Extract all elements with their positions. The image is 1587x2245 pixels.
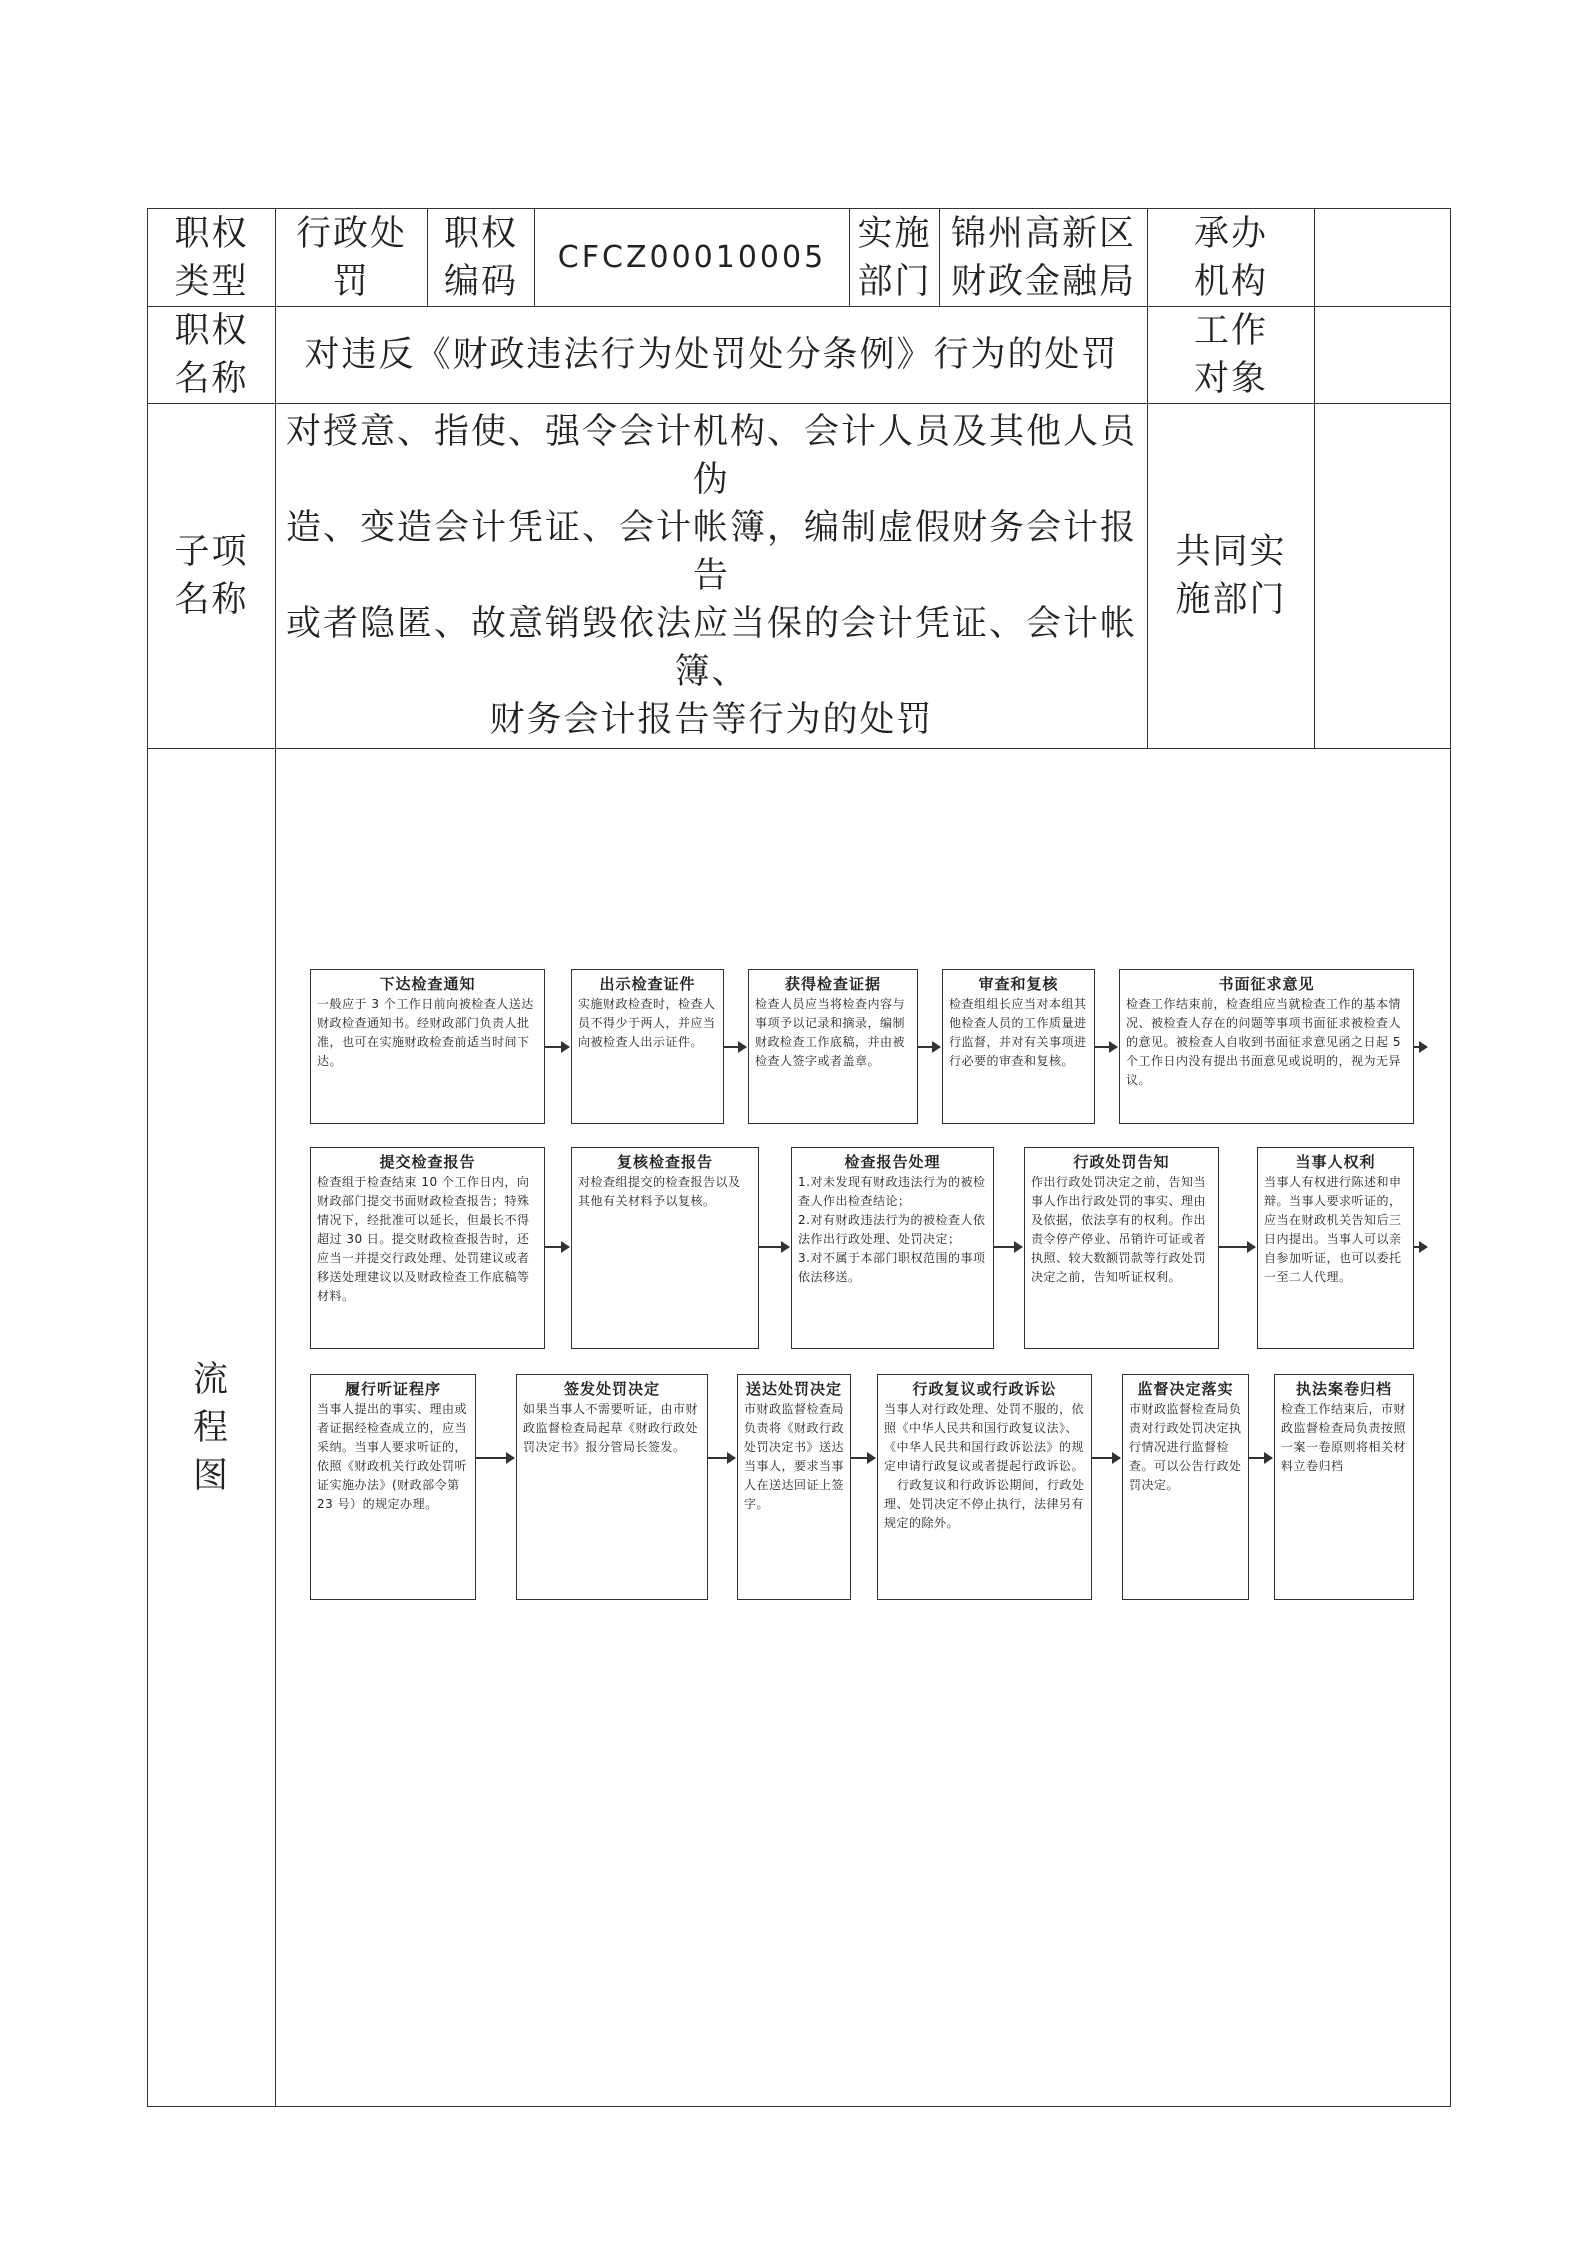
step-body: 市财政监督检查局负责将《财政行政处罚决定书》送达当事人，要求当事人在送达回证上签字。 [744,1402,845,1511]
step-body: 当事人提出的事实、理由或者证据经检查成立的，应当采纳。当事人要求听证的，依照《财政机关行政处罚听证实施办法》(财政部令第 23 号）的规定办理。 [317,1402,468,1511]
name-label: 职权 名称 [148,307,276,404]
flow-label: 流 程 图 [148,749,276,2107]
step-body: 当事人有权进行陈述和申辩。当事人要求听证的，应当在财政机关告知后三日内提出。当事人可以亲自参加听证，也可以委托一至二人代理。 [1264,1175,1402,1284]
name-value: 对违反《财政违法行为处罚处分条例》行为的处罚 [276,307,1148,404]
step-title: 行政复议或行政诉讼 [912,1380,1057,1398]
step-body: 一般应于 3 个工作日前向被检查人送达财政检查通知书。经财政部门负责人批准，也可在实施财政检查前适当时间下达。 [317,997,534,1068]
step-title: 当事人权利 [1295,1153,1376,1171]
step-body: 检查人员应当将检查内容与事项予以记录和摘录，编制财政检查工作底稿，并由被检查人签字或者盖章。 [755,997,906,1068]
step-body: 检查工作结束后，市财政监督检查局负责按照一案一卷原则将相关材料立卷归档 [1281,1402,1407,1473]
joint-value [1315,404,1451,749]
step-body: 1.对未发现有财政违法行为的被检查人作出检查结论； 2.对有财政违法行为的被检查人依法作出行政处理、处罚决定； 3.对不属于本部门职权范围的事项依法移送。 [798,1175,986,1284]
code-value: CFCZ00010005 [535,209,850,307]
step-body: 实施财政检查时，检查人员不得少于两人，并应当向被检查人出示证件。 [578,997,716,1049]
step-body: 检查组组长应当对本组其他检查人员的工作质量进行监督，并对有关事项进行必要的审查和复核。 [949,997,1087,1068]
step-title: 书面征求意见 [1218,975,1315,993]
step-body: 作出行政处罚决定之前，告知当事人作出行政处罚的事实、理由及依据，依法享有的权利。作出责令停产停业、吊销许可证或者执照、较大数额罚款等行政处罚决定之前，告知听证权利。 [1031,1175,1207,1284]
step-title: 履行听证程序 [344,1380,441,1398]
step-title: 检查报告处理 [844,1153,941,1171]
sub-label: 子项 名称 [148,404,276,749]
org-value [1315,209,1451,307]
joint-label: 共同实 施部门 [1148,404,1315,749]
org-label: 承办 机构 [1148,209,1315,307]
flowchart-cell [276,749,1451,2107]
step-title: 签发处罚决定 [563,1380,660,1398]
step-body: 检查工作结束前，检查组应当就检查工作的基本情况、被检查人存在的问题等事项书面征求被检查人的意见。被检查人自收到书面征求意见函之日起 5 个工作日内没有提出书面意见或说明的，视为无异议。 [1126,997,1406,1087]
step-title: 送达处罚决定 [745,1380,842,1398]
step-body: 当事人对行政处理、处罚不服的，依照《中华人民共和国行政复议法》、《中华人民共和国行政诉讼法》的规定申请行政复议或者提起行政诉讼。 行政复议和行政诉讼期间，行政处理、处罚决定不停止执行，法律另有规定的除外。 [884,1402,1085,1530]
step-body: 对检查组提交的检查报告以及其他有关材料予以复核。 [578,1175,741,1208]
step-body: 市财政监督检查局负责对行政处罚决定执行情况进行监督检查。可以公告行政处罚决定。 [1129,1402,1242,1492]
step-body: 如果当事人不需要听证，由市财政监督检查局起草《财政行政处罚决定书》报分管局长签发。 [523,1402,699,1454]
dept-value: 锦州高新区 财政金融局 [940,209,1148,307]
form-row-type [148,209,1451,307]
sub-value: 对授意、指使、强令会计机构、会计人员及其他人员伪 造、变造会计凭证、会计帐簿，编制虚假财务会计报告 或者隐匿、故意销毁依法应当保的会计凭证、会计帐簿、 财务会计报告等行为的处罚 [276,404,1148,749]
step-title: 执法案卷归档 [1295,1380,1392,1398]
form-row-flow [148,749,1451,2107]
type-value: 行政处 罚 [276,209,428,307]
step-title: 行政处罚告知 [1073,1153,1170,1171]
code-label: 职权 编码 [428,209,535,307]
form-row-sub [148,404,1451,749]
step-title: 监督决定落实 [1137,1380,1234,1398]
step-title: 审查和复核 [978,975,1059,993]
step-title: 复核检查报告 [616,1153,713,1171]
step-title: 获得检查证据 [784,975,881,993]
step-title: 提交检查报告 [379,1153,476,1171]
step-body: 检查组于检查结束 10 个工作日内，向财政部门提交书面财政检查报告；特殊情况下，经批准可以延长，但最长不得超过 30 日。提交财政检查报告时，还应当一并提交行政处理、处罚建议或者移送处理建议以及财政检查工作底稿等材料。 [317,1175,530,1303]
target-label: 工作 对象 [1148,307,1315,404]
power-form-table [147,208,1451,2107]
step-title: 下达检查通知 [379,975,476,993]
form-row-name [148,307,1451,404]
dept-label: 实施 部门 [850,209,940,307]
type-label: 职权 类型 [148,209,276,307]
step-title: 出示检查证件 [599,975,696,993]
target-value [1315,307,1451,404]
